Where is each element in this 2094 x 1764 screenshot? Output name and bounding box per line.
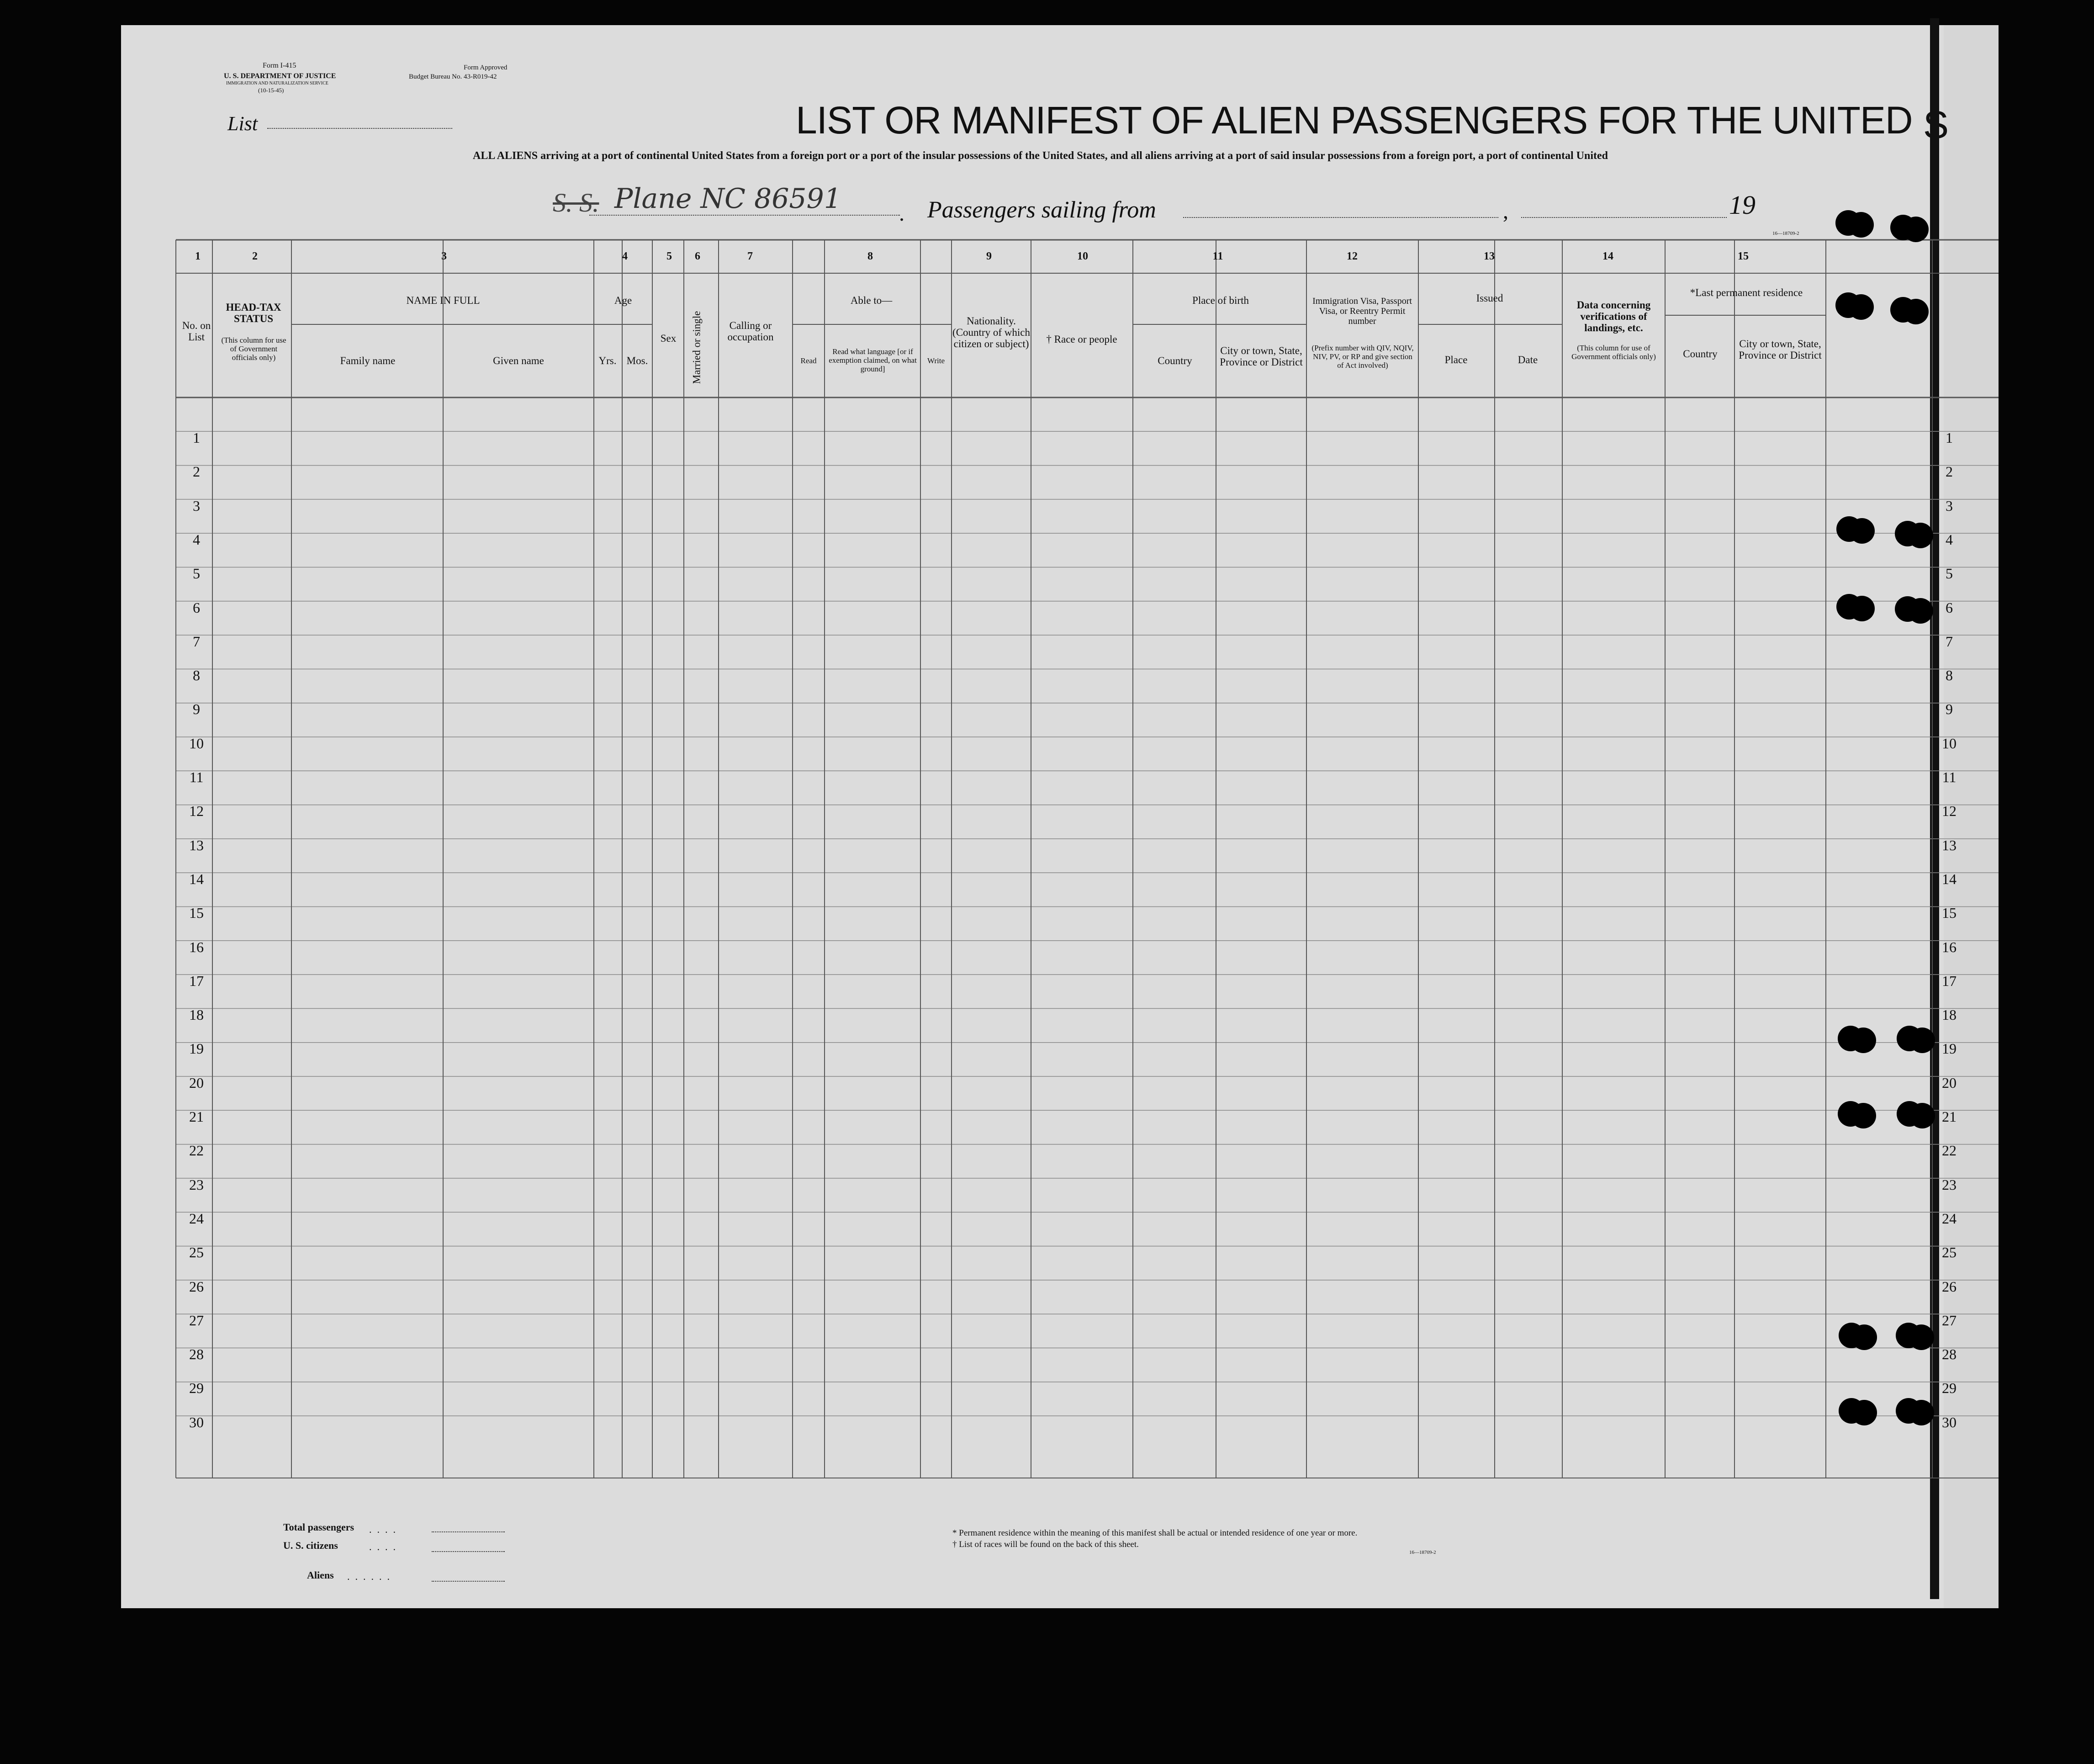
row-number-right: 17 bbox=[1942, 972, 1957, 989]
row-number: 11 bbox=[189, 769, 204, 785]
row-number-right: 26 bbox=[1942, 1278, 1957, 1295]
row-number-right: 13 bbox=[1942, 837, 1957, 853]
header-age: Age bbox=[614, 295, 632, 306]
row-number-right: 5 bbox=[1946, 565, 1953, 582]
header-data-note: (This column for use of Government officials only) bbox=[1571, 344, 1656, 361]
header-issued-place: Place bbox=[1444, 354, 1468, 366]
row-number-right: 10 bbox=[1942, 735, 1957, 752]
punch-hole bbox=[1851, 1400, 1877, 1425]
list-label: List bbox=[227, 112, 258, 135]
header-res-city: City or town, State, Province or District bbox=[1739, 338, 1822, 361]
footer-total-dots: .... bbox=[369, 1524, 401, 1535]
budget-bureau: Budget Bureau No. 43-R019-42 bbox=[409, 73, 497, 80]
header-res-country: Country bbox=[1683, 348, 1718, 360]
footer-citizens-dots: .... bbox=[369, 1541, 401, 1552]
header-yrs: Yrs. bbox=[598, 355, 617, 366]
header-issued: Issued bbox=[1476, 292, 1503, 304]
header-head-tax-note: (This column for use of Government officials only) bbox=[221, 336, 286, 362]
period-mark: . bbox=[899, 201, 904, 226]
row-number: 8 bbox=[193, 667, 200, 684]
punch-hole bbox=[1848, 294, 1874, 320]
manifest-title: LIST OR MANIFEST OF ALIEN PASSENGERS FOR THE UNITED bbox=[796, 99, 1913, 142]
punch-hole bbox=[1909, 1324, 1934, 1350]
header-head-tax: HEAD-TAX STATUS bbox=[226, 302, 281, 324]
header-issued-date: Date bbox=[1518, 354, 1538, 366]
header-calling: Calling or occupation bbox=[727, 320, 774, 343]
row-number-right: 1 bbox=[1946, 429, 1953, 446]
service: IMMIGRATION AND NATURALIZATION SERVICE bbox=[226, 81, 328, 86]
punch-hole bbox=[1903, 217, 1929, 242]
header-data-concerning: Data concerning verifications of landings, etc. bbox=[1576, 299, 1651, 334]
row-number: 23 bbox=[189, 1176, 204, 1193]
header-name-in-full: NAME IN FULL bbox=[406, 295, 480, 306]
row-number-right: 11 bbox=[1942, 769, 1957, 785]
row-number: 15 bbox=[189, 905, 204, 922]
year-prefix: 19 bbox=[1729, 190, 1756, 220]
punch-hole bbox=[1909, 1400, 1934, 1425]
form-number: Form I-415 bbox=[263, 62, 296, 69]
form-date-code: (10-15-45) bbox=[258, 87, 284, 94]
header-visa-note: (Prefix number with QIV, NQIV, NIV, PV, or RP and give section of Act involved) bbox=[1311, 344, 1414, 370]
vessel-name-handwritten: Plane NC 86591 bbox=[614, 183, 841, 215]
row-number: 3 bbox=[193, 497, 200, 514]
footer-us-citizens-label: U. S. citizens bbox=[283, 1540, 338, 1551]
header-place-of-birth: Place of birth bbox=[1192, 295, 1249, 306]
row-number: 21 bbox=[189, 1108, 204, 1125]
row-number-right: 4 bbox=[1946, 531, 1953, 548]
row-number: 14 bbox=[189, 870, 204, 887]
department: U. S. DEPARTMENT OF JUSTICE bbox=[224, 72, 336, 80]
row-number: 9 bbox=[193, 701, 200, 718]
next-sheet-title-fragment: S bbox=[1923, 103, 1949, 146]
row-number: 22 bbox=[189, 1142, 204, 1159]
header-married-single: Married or single bbox=[691, 311, 703, 384]
colnum-2: 2 bbox=[252, 250, 258, 262]
punch-hole bbox=[1908, 598, 1933, 624]
row-number: 27 bbox=[189, 1312, 204, 1329]
row-number-right: 30 bbox=[1942, 1414, 1957, 1430]
footer-total-label: Total passengers bbox=[283, 1521, 354, 1533]
punch-hole bbox=[1851, 1324, 1877, 1350]
form-approved: Form Approved bbox=[464, 64, 508, 71]
row-number: 17 bbox=[189, 972, 204, 989]
colnum-6: 6 bbox=[695, 250, 700, 262]
row-number-right: 12 bbox=[1942, 803, 1957, 820]
manifest-subtitle: ALL ALIENS arriving at a port of continental United States from a foreign port or a port of the insular possessions of the United States, and all aliens arriving at a port of said insular possessions from a foreign port, a port of continental United bbox=[473, 150, 1608, 162]
row-number-right: 18 bbox=[1942, 1006, 1957, 1023]
row-number: 1 bbox=[193, 429, 200, 446]
row-number-right: 16 bbox=[1942, 938, 1957, 955]
row-number: 5 bbox=[193, 565, 200, 582]
row-number-right: 9 bbox=[1946, 701, 1953, 718]
colnum-1: 1 bbox=[195, 250, 201, 262]
ss-label: S. S. bbox=[553, 188, 599, 217]
row-number-right: 25 bbox=[1942, 1244, 1957, 1261]
row-number: 12 bbox=[189, 803, 204, 820]
row-number: 6 bbox=[193, 599, 200, 616]
header-given-name: Given name bbox=[493, 355, 544, 366]
punch-hole bbox=[1903, 299, 1929, 324]
header-last-residence: *Last permanent residence bbox=[1690, 287, 1803, 298]
header-read: Read bbox=[800, 356, 817, 365]
print-code: 16—18709-2 bbox=[1772, 231, 1799, 236]
header-race: † Race or people bbox=[1046, 334, 1117, 345]
row-number: 7 bbox=[193, 633, 200, 650]
row-number: 30 bbox=[189, 1414, 204, 1430]
colnum-14: 14 bbox=[1602, 250, 1613, 262]
footer-aliens-dots: ...... bbox=[347, 1571, 395, 1582]
header-sex: Sex bbox=[660, 333, 677, 344]
header-no-on-list: No. on List bbox=[182, 320, 211, 343]
row-number-right: 8 bbox=[1946, 667, 1953, 684]
header-family-name: Family name bbox=[340, 355, 396, 366]
row-number: 26 bbox=[189, 1278, 204, 1295]
aliens-field[interactable] bbox=[432, 1581, 505, 1582]
row-number-right: 29 bbox=[1942, 1380, 1957, 1397]
colnum-8: 8 bbox=[867, 250, 873, 262]
header-write: Write bbox=[927, 356, 945, 365]
header-nationality: Nationality. (Country of which citizen or subject) bbox=[952, 315, 1030, 350]
footer-note-races: † List of races will be found on the back of this sheet. bbox=[952, 1540, 1139, 1549]
colnum-13: 13 bbox=[1484, 250, 1495, 262]
row-number: 25 bbox=[189, 1244, 204, 1261]
colnum-7: 7 bbox=[747, 250, 753, 262]
colnum-3: 3 bbox=[441, 250, 447, 262]
row-number-right: 3 bbox=[1946, 497, 1953, 514]
header-able-to: Able to— bbox=[850, 295, 893, 306]
row-number: 24 bbox=[189, 1210, 204, 1227]
header-mos: Mos. bbox=[626, 355, 648, 366]
row-number-right: 2 bbox=[1946, 463, 1953, 480]
row-number-right: 20 bbox=[1942, 1074, 1957, 1091]
row-number: 10 bbox=[189, 735, 204, 752]
punch-hole bbox=[1851, 1103, 1876, 1128]
punch-hole bbox=[1849, 518, 1875, 544]
colnum-4: 4 bbox=[622, 250, 628, 262]
sailing-label: Passengers sailing from bbox=[927, 197, 1156, 223]
row-number-right: 7 bbox=[1946, 633, 1953, 650]
row-number-right: 23 bbox=[1942, 1176, 1957, 1193]
row-number-right: 28 bbox=[1942, 1346, 1957, 1363]
colnum-15: 15 bbox=[1738, 250, 1749, 262]
row-number-right: 22 bbox=[1942, 1142, 1957, 1159]
row-number-right: 21 bbox=[1942, 1108, 1957, 1125]
row-number: 4 bbox=[193, 531, 200, 548]
row-number-right: 27 bbox=[1942, 1312, 1957, 1329]
row-number-right: 14 bbox=[1942, 870, 1957, 887]
header-birth-country: Country bbox=[1158, 355, 1192, 366]
us-citizens-field[interactable] bbox=[432, 1551, 505, 1552]
row-number-right: 15 bbox=[1942, 905, 1957, 922]
colnum-11: 11 bbox=[1212, 250, 1223, 262]
comma-mark: , bbox=[1503, 199, 1508, 223]
footer-aliens-label: Aliens bbox=[307, 1569, 334, 1581]
footer-note-residence: * Permanent residence within the meaning of this manifest shall be actual or intended residence of one year or more. bbox=[952, 1528, 1358, 1538]
row-number: 2 bbox=[193, 463, 200, 480]
row-number: 29 bbox=[189, 1380, 204, 1397]
header-visa: Immigration Visa, Passport Visa, or Reentry Permit number bbox=[1312, 296, 1412, 326]
colnum-9: 9 bbox=[986, 250, 992, 262]
colnum-10: 10 bbox=[1077, 250, 1088, 262]
row-number: 28 bbox=[189, 1346, 204, 1363]
total-passengers-field[interactable] bbox=[432, 1531, 505, 1532]
punch-hole bbox=[1849, 596, 1875, 621]
row-number: 19 bbox=[189, 1040, 204, 1057]
row-number-right: 24 bbox=[1942, 1210, 1957, 1227]
punch-hole bbox=[1851, 1028, 1876, 1053]
row-number: 16 bbox=[189, 938, 204, 955]
row-number: 13 bbox=[189, 837, 204, 853]
punch-hole bbox=[1908, 523, 1933, 548]
header-read-what: Read what language [or if exemption claimed, on what ground] bbox=[829, 347, 917, 373]
footer-code: 16—18709-2 bbox=[1409, 1550, 1436, 1555]
punch-hole bbox=[1909, 1103, 1935, 1128]
row-number: 20 bbox=[189, 1074, 204, 1091]
row-number: 18 bbox=[189, 1006, 204, 1023]
row-number-right: 6 bbox=[1946, 599, 1953, 616]
punch-hole bbox=[1848, 212, 1874, 238]
colnum-5: 5 bbox=[666, 250, 672, 262]
row-number-right: 19 bbox=[1942, 1040, 1957, 1057]
header-birth-city: City or town, State, Province or District bbox=[1220, 345, 1303, 368]
colnum-12: 12 bbox=[1347, 250, 1358, 262]
punch-hole bbox=[1909, 1028, 1935, 1053]
